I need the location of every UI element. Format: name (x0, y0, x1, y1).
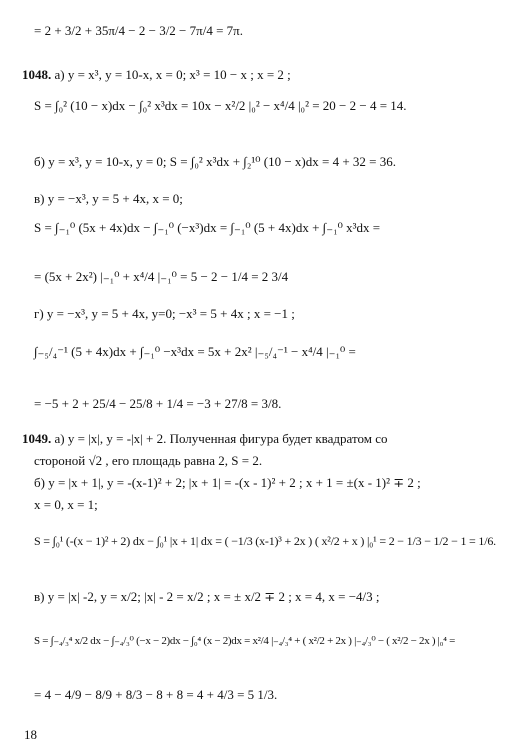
line-1048v-result (34, 268, 288, 286)
line-problem-1048g (34, 305, 295, 323)
line-problem-1048v (34, 190, 183, 208)
line-text: S = ∫₀¹ (-(x − 1)² + 2) dx − ∫₀¹ |x + 1| dx = ( −1/3 (x-1)³ + 2x ) ( x²/2 + x ) |₀¹ = 2 − 1/3 − 1/2 − 1 = 1/6. (34, 534, 496, 548)
line-1049v-result (34, 686, 277, 704)
line-1048v-integral (34, 219, 380, 237)
line-text: = 2 + 3/2 + 35π/4 − 2 − 3/2 − 7π/4 = 7π. (34, 23, 243, 38)
line-text: S = ∫₋₄/₃⁴ x/2 dx − ∫₋₄/₃⁰ (−x − 2)dx − ∫₀⁴ (x − 2)dx = x²/4 |₋₄/₃⁴ + ( x²/2 + 2x ) |₋₄/₃⁰ − ( x²/2 − 2x ) |₀⁴ = (34, 635, 455, 647)
line-text: = (5x + 2x²) |₋₁⁰ + x⁴/4 |₋₁⁰ = 5 − 2 − 1/4 = 2 3/4 (34, 269, 289, 284)
line-problem-1049v (34, 588, 380, 606)
line-1049v-area (34, 632, 455, 650)
problem-number-1048: 1048. (22, 67, 52, 82)
line-text: ∫₋₅/₄⁻¹ (5 + 4x)dx + ∫₋₁⁰ −x³dx = 5x + 2x² |₋₅/₄⁻¹ − x⁴/4 |₋₁⁰ = (34, 344, 356, 359)
line-problem-1048b (34, 153, 396, 171)
line-text: = −5 + 2 + 25/4 − 25/8 + 1/4 = −3 + 27/8 = 3/8. (34, 396, 282, 411)
line-problem-1049b (34, 474, 421, 492)
line-1049a-square (34, 452, 262, 470)
line-1048g-result (34, 395, 281, 413)
line-1048g-integral (34, 343, 356, 361)
line-text: стороной √2 , его площадь равна 2, S = 2. (34, 453, 263, 468)
line-problem-1048a (22, 66, 291, 84)
line-text: в) y = −x³, y = 5 + 4x, x = 0; (34, 191, 183, 206)
line-1049b-roots (34, 496, 98, 514)
page-number: 18 (24, 727, 37, 742)
line-result-7pi (34, 22, 243, 40)
problem-number-1049: 1049. (22, 431, 52, 446)
line-text: S = ∫₋₁⁰ (5x + 4x)dx − ∫₋₁⁰ (−x³)dx = ∫₋₁⁰ (5 + 4x)dx + ∫₋₁⁰ x³dx = (34, 220, 381, 235)
line-1049b-area (34, 532, 496, 550)
line-text: = 4 − 4/9 − 8/9 + 8/3 − 8 + 8 = 4 + 4/3 = 5 1/3. (34, 687, 278, 702)
line-text: б) y = x³, y = 10-x, y = 0; S = ∫₀² x³dx + ∫₂¹⁰ (10 − x)dx = 4 + 32 = 36. (34, 154, 396, 169)
line-text: в) y = |x| -2, y = x/2; |x| - 2 = x/2 ; x = ± x/2 ∓ 2 ; x = 4, x = −4/3 ; (34, 589, 380, 604)
line-1048a-area (34, 97, 407, 115)
line-text: б) y = |x + 1|, y = -(x-1)² + 2; |x + 1| = -(x - 1)² + 2 ; x + 1 = ±(x - 1)² ∓ 2 ; (34, 475, 421, 490)
line-text: а) y = |x|, y = -|x| + 2. Полученная фигура будет квадратом со (54, 431, 388, 446)
line-text: а) y = x³, y = 10-x, x = 0; x³ = 10 − x ; x = 2 ; (54, 67, 291, 82)
line-text: S = ∫₀² (10 − x)dx − ∫₀² x³dx = 10x − x²/2 |₀² − x⁴/4 |₀² = 20 − 2 − 4 = 14. (34, 98, 407, 113)
line-text: г) y = −x³, y = 5 + 4x, y=0; −x³ = 5 + 4x ; x = −1 ; (34, 306, 295, 321)
line-text: x = 0, x = 1; (34, 497, 98, 512)
line-problem-1049a (22, 430, 387, 448)
